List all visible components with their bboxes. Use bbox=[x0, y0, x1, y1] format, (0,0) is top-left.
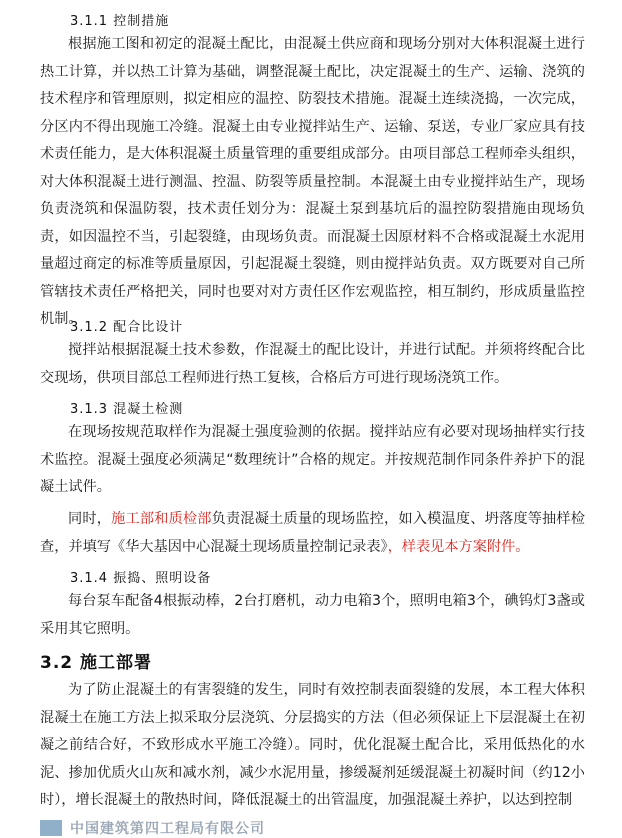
text-segment: 同时， bbox=[68, 511, 112, 527]
company-name: 中国建筑第四工程局有限公司 bbox=[70, 821, 265, 837]
paragraph-mix-design: 搅拌站根据混凝土技术参数，作混凝土的配比设计，并进行试配。并须将终配合比交现场，供项目部总工程师进行热工复核，合格后方可进行现场浇筑工作。 bbox=[40, 342, 585, 386]
paragraph-concrete-testing: 在现场按规范取样作为混凝土强度验测的依据。搅拌站应有必要对现场抽样实行技术监控。混凝土强度必须满足“数理统计”合格的规定。并按规范制作同条件养护下的混凝土试件。 bbox=[40, 424, 585, 495]
heading-3-1-2: 3.1.2 配合比设计 bbox=[70, 320, 184, 335]
heading-3-1-3: 3.1.3 混凝土检测 bbox=[70, 402, 184, 417]
heading-3-2: 3.2 施工部署 bbox=[40, 653, 153, 673]
heading-3-1-1: 3.1.1 控制措施 bbox=[70, 14, 170, 29]
paragraph-vibration-lighting: 每台泵车配备4根振动棒，2台打磨机，动力电箱3个，照明电箱3个，碘钨灯3盏或采用其它照明。 bbox=[40, 593, 585, 637]
highlight-appendix-note: ，样表见本方案附件。 bbox=[387, 538, 530, 555]
paragraph-quality-monitoring bbox=[40, 506, 585, 561]
paragraph-control-measures: 根据施工图和初定的混凝土配比，由混凝土供应商和现场分别对大体积混凝土进行热工计算，并以热工计算为基础，调整混凝土配比，决定混凝土的生产、运输、浇筑的技术程序和管理原则，拟定相应的温控、防裂技术措施。混凝土连续浇捣，一次完成，分区内不得出现施工冷缝。混凝土由专业搅拌站生产、运输、泵送，专业厂家应具有技术责任能力，是大体积混凝土质量管理的重要组成部分。由项目部总工程师牵头组织，对大体积混凝土进行测温、控温、防裂等质量控制。本混凝土由专业搅拌站生产，现场负责浇筑和保温防裂，技术责任划分为：混凝土泵到基坑后的温控防裂措施由现场负责，如因温控不当，引起裂缝，由现场负责。而混凝土因原材料不合格或混凝土水泥用量超过商定的标准等质量原因，引起混凝土裂缝，则由搅拌站负责。双方既要对自己所管辖技术责任严格把关，同时也要对对方责任区作宏观监控，相互制约，形成质量监控机制。 bbox=[40, 36, 585, 327]
paragraph-construction-deployment: 为了防止混凝土的有害裂缝的发生，同时有效控制表面裂缝的发展，本工程大体积混凝土在施工方法上拟采取分层浇筑、分层捣实的方法（但必须保证上下层混凝土在初凝之前结合好，不致形成水平施工冷缝）。同时，优化混凝土配合比，采用低热化的水泥、掺加优质火山灰和减水剂，减少水泥用量，掺缓凝剂延缓混凝土初凝时间（约12小时），增长混凝土的散热时间，降低混凝土的出管温度，加强混凝土养护，以达到控制 bbox=[40, 682, 585, 808]
page-footer bbox=[40, 818, 265, 838]
text-segment: 负责混凝土质量的现场监控，如入模温度、坍落度等抽样检查，并填写《华大基因中心混凝土现场质量控制记录表》 bbox=[40, 511, 585, 555]
highlight-departments: 施工部和质检部 bbox=[111, 511, 212, 527]
heading-3-1-4: 3.1.4 振捣、照明设备 bbox=[70, 571, 212, 586]
